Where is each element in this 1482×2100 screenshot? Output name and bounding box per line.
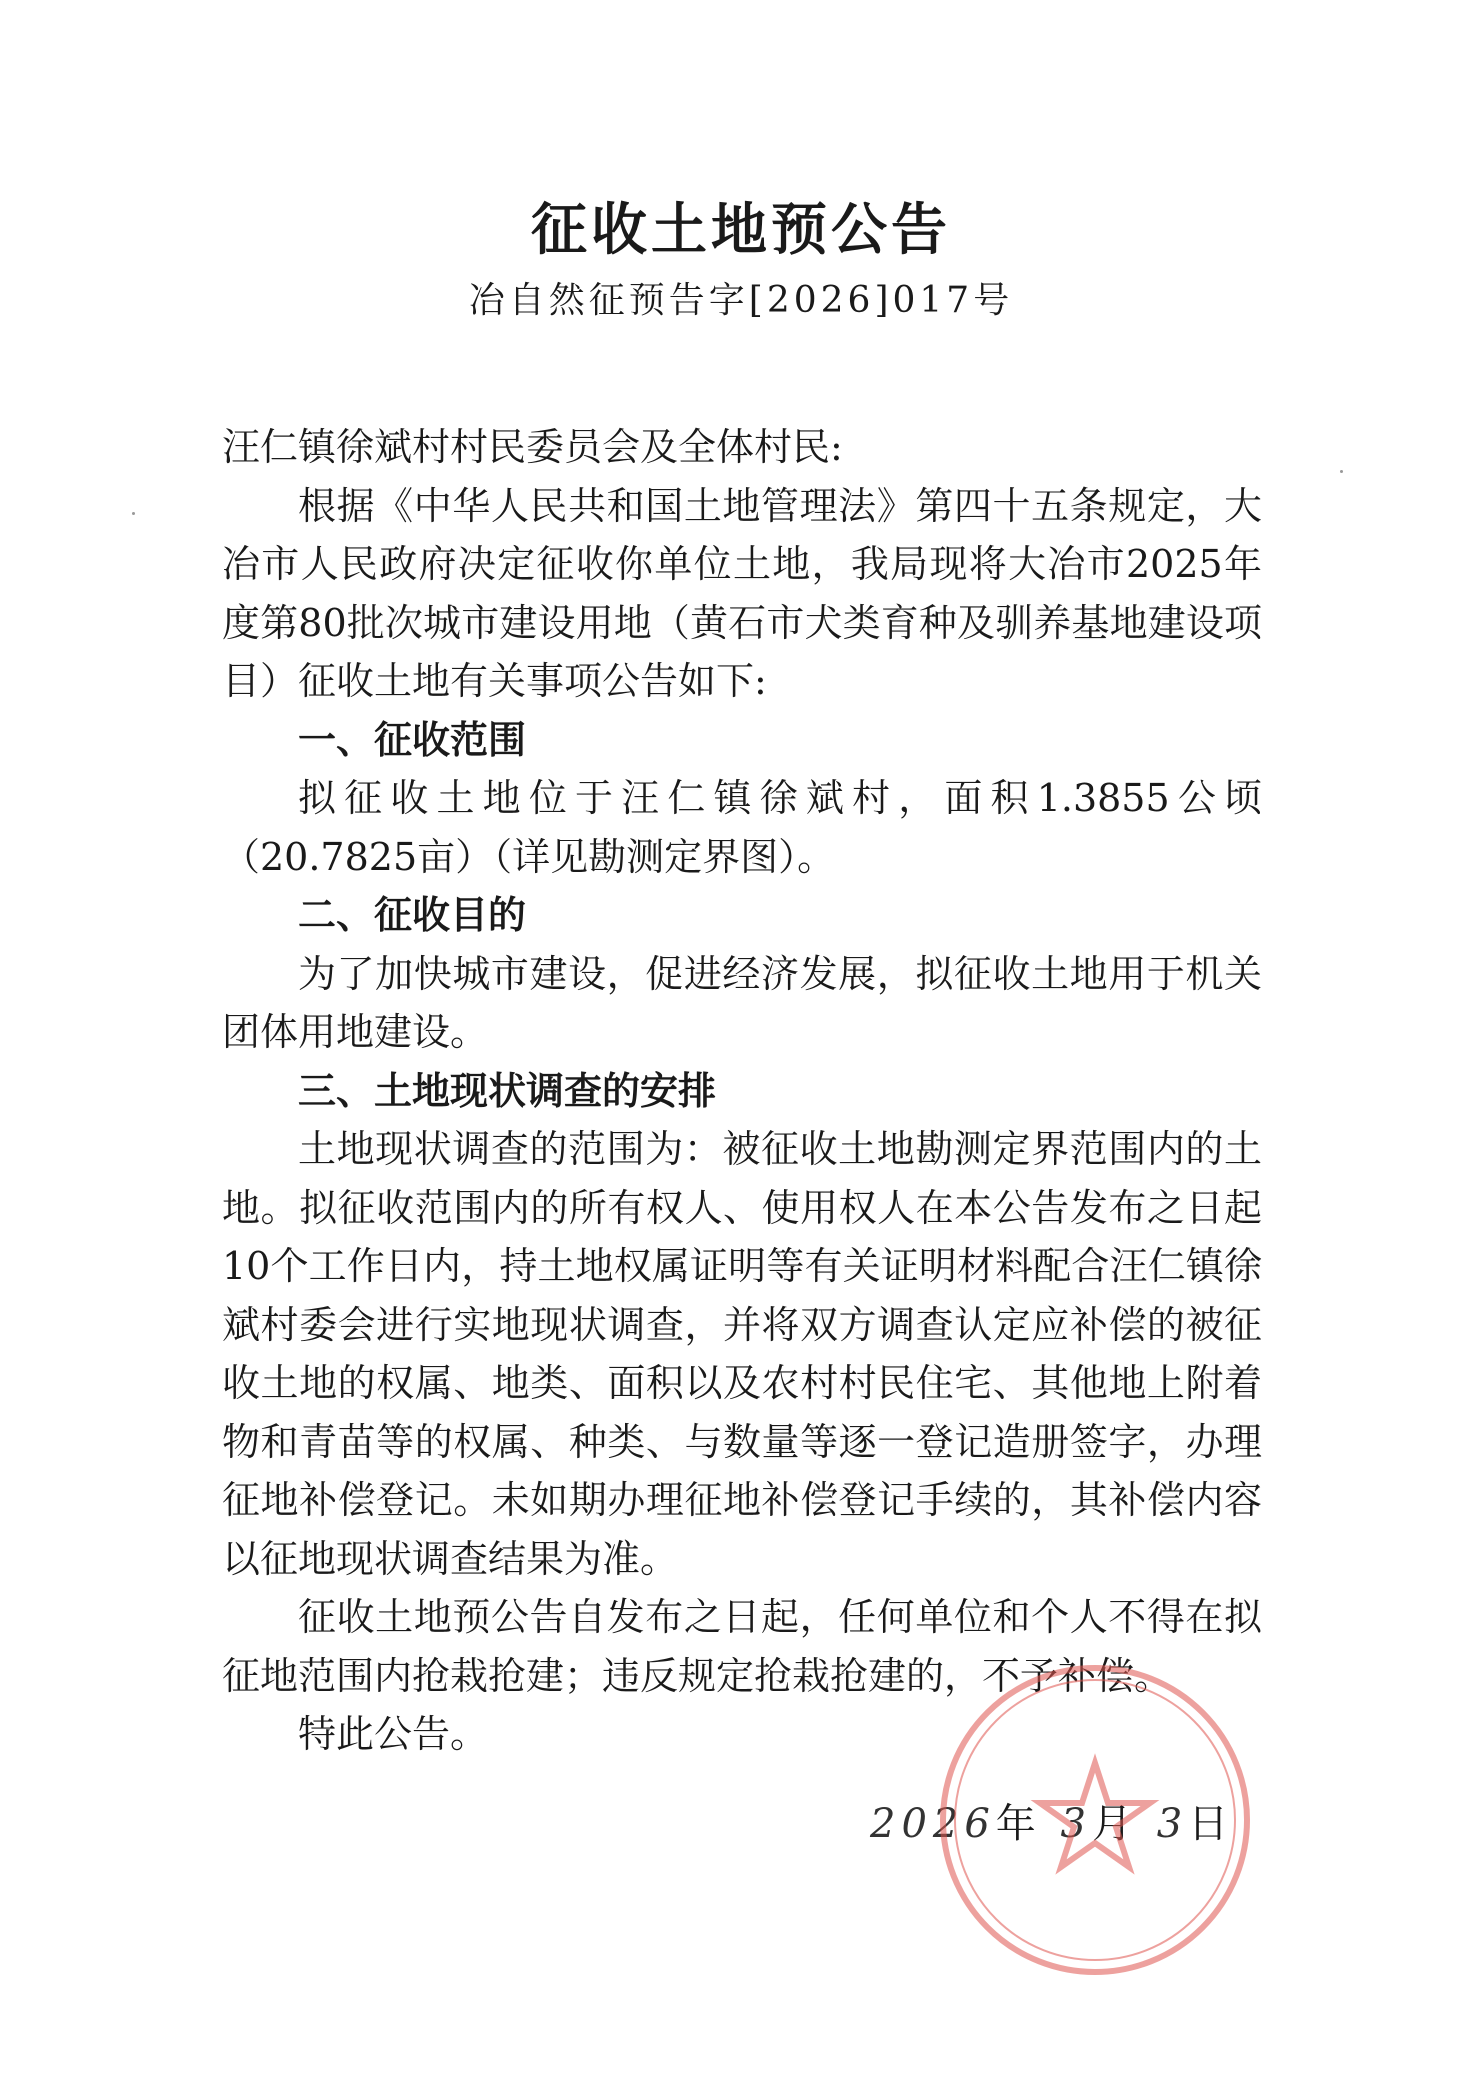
section-heading-purpose: 二、征收目的 [298, 893, 527, 937]
section-text-survey: 土地现状调查的范围为：被征收土地勘测定界范围内的土地。拟征收范围内的所有权人、使用权人在本公告发布之日起10个工作日内，持土地权属证明等有关证明材料配合汪仁镇徐斌村委会进行实地现状调查，并将双方调查认定应补偿的被征收土地的权属、地类、面积以及农村村民住宅、其他地上附着物和青苗等的权属、种类、与数量等逐一登记造册签字，办理征地补偿登记。未如期办理征地补偿登记手续的，其补偿内容以征地现状调查结果为准。 [222, 1127, 1262, 1581]
scan-speck [132, 512, 135, 515]
date-month: 3 [1060, 1801, 1092, 1847]
document-number: 冶自然征预告字[2026]017号 [468, 280, 1014, 321]
date-year: 2026 [870, 1801, 996, 1847]
section-heading-scope: 一、征收范围 [298, 717, 527, 762]
section-heading-survey: 三、土地现状调查的安排 [298, 1068, 717, 1113]
salutation: 汪仁镇徐斌村村民委员会及全体村民: [222, 425, 843, 469]
section-text-purpose: 为了加快城市建设，促进经济发展，拟征收土地用于机关团体用地建设。 [222, 951, 1262, 1054]
intro-paragraph: 根据《中华人民共和国土地管理法》第四十五条规定，大冶市人民政府决定征收你单位土地，我局现将大冶市2025年度第80批次城市建设用地（黄石市犬类育种及驯养基地建设项目）征收土地有关事项公告如下: [222, 483, 1262, 703]
date-year-label: 年 [995, 1801, 1042, 1847]
document-date [870, 1792, 1234, 1849]
document-title: 征收土地预公告 [531, 198, 951, 263]
section-text-scope: 拟征收土地位于汪仁镇徐斌村，面积1.3855公顷（20.7825亩）（详见勘测定界图）。 [222, 776, 1262, 879]
closing-line: 特此公告。 [298, 1712, 489, 1756]
date-month-label: 月 [1091, 1801, 1138, 1847]
closing-paragraph: 征收土地预公告自发布之日起，任何单位和个人不得在拟征地范围内抢栽抢建；违反规定抢栽抢建的，不予补偿。 [222, 1595, 1262, 1698]
date-day: 3 [1156, 1801, 1189, 1847]
scan-speck [1340, 470, 1343, 473]
date-day-label: 日 [1188, 1801, 1235, 1847]
document-body [222, 418, 1262, 1764]
